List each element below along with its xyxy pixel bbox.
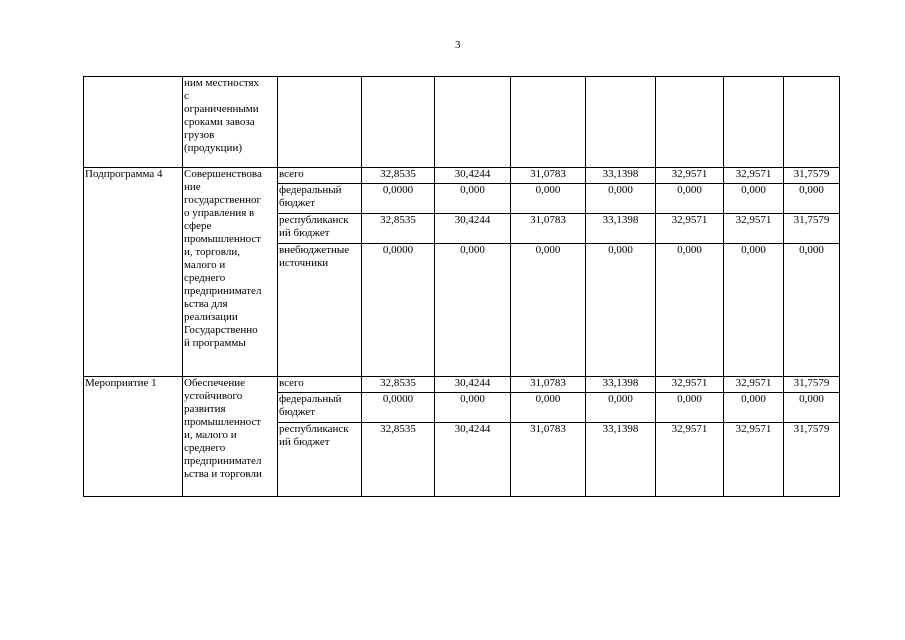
value-cell: 32,9571 — [724, 168, 784, 184]
value-cell: 0,000 — [724, 184, 784, 214]
value-cell: 33,1398 — [586, 423, 656, 497]
funding-source-cell: всего — [278, 377, 362, 393]
page-number: 3 — [455, 39, 461, 51]
value-cell — [586, 77, 656, 168]
value-cell: 0,000 — [656, 184, 724, 214]
value-cell: 31,0783 — [511, 423, 586, 497]
value-cell: 0,000 — [784, 184, 840, 214]
value-cell: 0,000 — [435, 244, 511, 377]
program-name-cell: Совершенствова ние государственног о управления в сфере промышленност и, торговли, малого и среднего предпринимател ьства для реализации Государственно й программы — [183, 168, 278, 377]
value-cell: 32,8535 — [362, 214, 435, 244]
value-cell: 32,9571 — [724, 214, 784, 244]
value-cell: 32,9571 — [724, 423, 784, 497]
value-cell — [511, 77, 586, 168]
value-cell: 32,8535 — [362, 377, 435, 393]
value-cell: 32,9571 — [656, 423, 724, 497]
value-cell: 32,9571 — [656, 168, 724, 184]
value-cell — [724, 77, 784, 168]
value-cell: 0,0000 — [362, 244, 435, 377]
value-cell: 31,0783 — [511, 168, 586, 184]
value-cell: 0,000 — [435, 393, 511, 423]
value-cell: 30,4244 — [435, 214, 511, 244]
value-cell: 0,0000 — [362, 393, 435, 423]
funding-source-cell: внебюджетные источники — [278, 244, 362, 377]
value-cell: 33,1398 — [586, 214, 656, 244]
funding-source-cell: республиканск ий бюджет — [278, 423, 362, 497]
value-cell: 31,7579 — [784, 214, 840, 244]
value-cell: 30,4244 — [435, 377, 511, 393]
value-cell: 0,000 — [511, 184, 586, 214]
value-cell: 0,000 — [435, 184, 511, 214]
value-cell: 33,1398 — [586, 377, 656, 393]
value-cell: 0,000 — [724, 393, 784, 423]
program-code-cell: Мероприятие 1 — [84, 377, 183, 497]
funding-source-cell — [278, 77, 362, 168]
value-cell: 31,7579 — [784, 377, 840, 393]
value-cell: 31,7579 — [784, 168, 840, 184]
value-cell: 30,4244 — [435, 168, 511, 184]
program-code-cell: Подпрограмма 4 — [84, 168, 183, 377]
value-cell — [435, 77, 511, 168]
value-cell: 32,9571 — [656, 214, 724, 244]
value-cell: 0,000 — [724, 244, 784, 377]
value-cell: 31,7579 — [784, 423, 840, 497]
funding-source-cell: федеральный бюджет — [278, 393, 362, 423]
value-cell: 0,0000 — [362, 184, 435, 214]
table-row — [84, 377, 840, 393]
funding-source-cell: всего — [278, 168, 362, 184]
table-row — [84, 77, 840, 168]
value-cell — [656, 77, 724, 168]
value-cell: 0,000 — [586, 184, 656, 214]
value-cell: 0,000 — [511, 393, 586, 423]
funding-source-cell: федеральный бюджет — [278, 184, 362, 214]
value-cell: 32,8535 — [362, 168, 435, 184]
value-cell: 0,000 — [511, 244, 586, 377]
value-cell: 0,000 — [656, 393, 724, 423]
program-name-cell: Обеспечение устойчивого развития промышленност и, малого и среднего предпринимател ьства и торговли — [183, 377, 278, 497]
value-cell: 0,000 — [586, 393, 656, 423]
funding-source-cell: республиканск ий бюджет — [278, 214, 362, 244]
value-cell: 0,000 — [784, 244, 840, 377]
value-cell: 32,9571 — [656, 377, 724, 393]
program-code-cell — [84, 77, 183, 168]
value-cell: 31,0783 — [511, 377, 586, 393]
value-cell: 0,000 — [784, 393, 840, 423]
value-cell — [784, 77, 840, 168]
funding-table — [83, 76, 840, 497]
value-cell: 31,0783 — [511, 214, 586, 244]
table-row — [84, 168, 840, 184]
value-cell — [362, 77, 435, 168]
value-cell: 33,1398 — [586, 168, 656, 184]
value-cell: 30,4244 — [435, 423, 511, 497]
value-cell: 0,000 — [586, 244, 656, 377]
value-cell: 32,9571 — [724, 377, 784, 393]
program-name-cell: ним местностях с ограниченными сроками завоза грузов (продукции) — [183, 77, 278, 168]
value-cell: 32,8535 — [362, 423, 435, 497]
value-cell: 0,000 — [656, 244, 724, 377]
